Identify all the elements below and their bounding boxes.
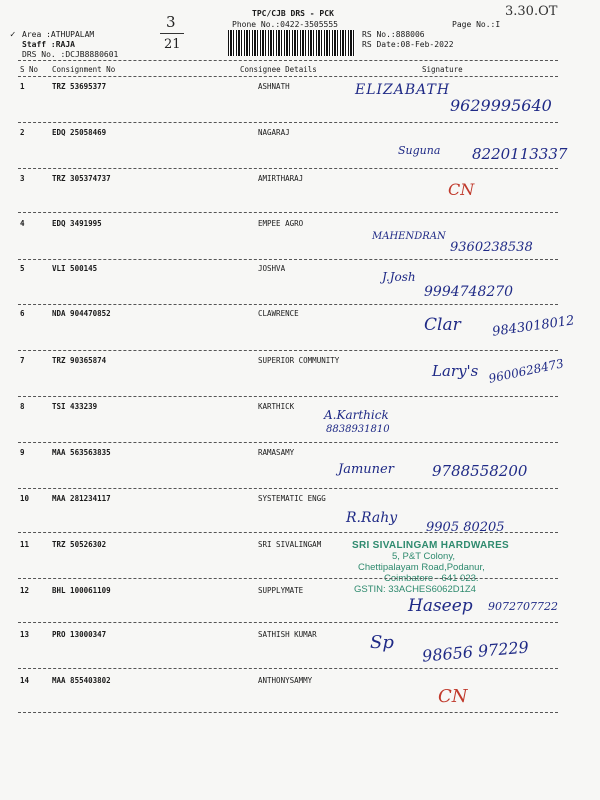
table-row [0,309,600,355]
table-row [0,630,600,676]
row-sno: 7 [20,356,25,365]
row-divider [18,259,558,260]
signature-phone: 9629995640 [450,96,552,115]
row-consignment: TSI 433239 [52,402,98,411]
row-sno: 11 [20,540,30,549]
table-row [0,540,600,586]
row-divider [18,212,558,213]
header-divider-top [18,60,558,61]
row-sno: 4 [20,219,25,228]
phone-number: Phone No.:0422-3505555 [232,20,338,29]
row-consignment: MAA 855403802 [52,676,111,685]
row-consignee: ASHNATH [258,82,290,91]
row-consignee: KARTHICK [258,402,295,411]
page-number: Page No.:I [452,20,501,29]
row-divider [18,122,558,123]
row-sno: 1 [20,82,25,91]
area-label: Area :ATHUPALAM [22,30,95,39]
page-fraction-bottom: 21 [164,37,181,52]
table-row [0,676,600,722]
row-consignment: TRZ 90365874 [52,356,107,365]
page-fraction-top: 3 [166,13,176,31]
row-divider [18,396,558,397]
signature: Haseep [408,596,473,616]
signature: CN [448,180,475,199]
row-divider [18,304,558,305]
signature-phone: 98656 97229 [421,637,530,666]
row-divider [18,578,558,579]
signature: A.Karthick [324,408,389,422]
row-divider [18,488,558,489]
signature-phone: 9360238538 [450,240,533,255]
signature: CN [438,686,468,707]
signature: MAHENDRAN [372,231,446,242]
col-signature: Signature [422,65,463,74]
row-consignment: MAA 281234117 [52,494,111,503]
row-sno: 8 [20,402,25,411]
row-consignee: SATHISH KUMAR [258,630,317,639]
signature: Clar [424,315,461,335]
row-consignment: VLI 500145 [52,264,98,273]
signature-phone: 9072707722 [488,600,558,613]
stamp-line: 5, P&T Colony, [392,551,456,562]
table-row [0,174,600,220]
row-consignee: EMPEE AGRO [258,219,304,228]
signature-phone: 8220113337 [472,145,568,163]
row-consignment: EDQ 25058469 [52,128,107,137]
signature-phone: 9600628473 [487,356,565,386]
row-consignment: PRO 13000347 [52,630,107,639]
signature: Suguna [398,144,441,157]
row-consignee: JOSHVA [258,264,286,273]
row-divider [18,532,558,533]
row-consignee: CLAWRENCE [258,309,299,318]
row-sno: 14 [20,676,30,685]
row-divider [18,442,558,443]
signature-phone: 9994748270 [424,284,514,300]
stamp-line: SRI SIVALINGAM HARDWARES [352,540,510,551]
signature: Lary's [432,362,479,380]
corner-note: 3.30.OT [505,4,558,19]
signature-phone: 9788558200 [432,462,528,480]
row-sno: 5 [20,264,25,273]
row-consignment: TRZ 53695377 [52,82,107,91]
signature: ELIZABATH [355,82,451,98]
row-consignment: TRZ 305374737 [52,174,111,183]
signature: R.Rahy [346,510,398,526]
row-consignment: EDQ 3491995 [52,219,102,228]
row-divider [18,350,558,351]
signature: Jamuner [338,462,394,477]
row-consignee: ANTHONYSAMMY [258,676,313,685]
col-sno: S No [20,65,39,74]
row-sno: 12 [20,586,30,595]
row-consignee: AMIRTHARAJ [258,174,304,183]
row-consignment: BHL 100061109 [52,586,111,595]
row-consignment: TRZ 50526302 [52,540,107,549]
row-consignee: SYSTEMATIC ENGG [258,494,326,503]
signature-phone: 9905 80205 [426,520,505,535]
row-consignee: SUPERIOR COMMUNITY [258,356,340,365]
signature: J.Josh [382,270,416,284]
row-consignment: MAA 563563835 [52,448,111,457]
col-consignee: Consignee Details [240,65,317,74]
row-divider [18,712,558,713]
header-divider-bottom [18,76,558,77]
staff-label: Staff :RAJA [22,40,75,49]
col-consignment: Consignment No [52,65,116,74]
row-divider [18,622,558,623]
row-consignee: SRI SIVALINGAM [258,540,322,549]
row-divider [18,668,558,669]
row-sno: 2 [20,128,25,137]
signature: Sp [370,632,394,653]
stamp-line: Chettipalayam Road,Podanur, [358,562,485,573]
table-row [0,494,600,540]
barcode [228,30,355,56]
rs-number: RS No.:888006 [362,30,425,39]
row-consignee: RAMASAMY [258,448,295,457]
table-row [0,586,600,632]
row-divider [18,168,558,169]
row-consignee: NAGARAJ [258,128,290,137]
row-sno: 9 [20,448,25,457]
row-sno: 6 [20,309,25,318]
row-sno: 13 [20,630,30,639]
drs-number: DRS No. :DCJB8880601 [22,50,119,59]
row-consignee: SUPPLYMATE [258,586,304,595]
stamp-line: Coimbatore - 641 023. [384,573,479,584]
signature-phone: 9843018012 [491,313,576,340]
row-sno: 10 [20,494,30,503]
row-consignment: NDA 904470852 [52,309,111,318]
stamp-line: GSTIN: 33ACHES6062D1Z4 [354,584,476,595]
fraction-line [160,33,184,34]
tick-mark: ✓ [10,30,16,40]
rs-date: RS Date:08-Feb-2022 [362,40,454,49]
document-title: TPC/CJB DRS - PCK [252,9,334,18]
signature-phone: 8838931810 [326,424,390,435]
row-sno: 3 [20,174,25,183]
